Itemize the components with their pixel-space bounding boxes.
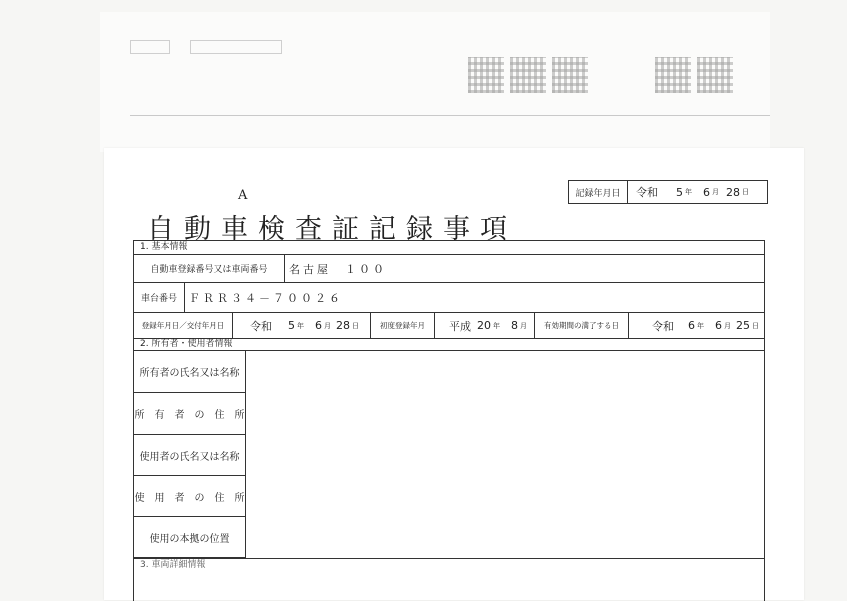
expiry-date-day: 25 <box>736 319 750 332</box>
month-unit: 月 <box>724 321 731 330</box>
first-registration-year: 20 <box>477 319 491 332</box>
section-basic-info: 1. 基本情報 <box>134 241 764 255</box>
day-unit: 日 <box>352 321 359 330</box>
chassis-number-value: ＦＲＲ３４－７００２６ <box>184 283 764 312</box>
record-date-box <box>568 180 768 204</box>
owner-user-fields <box>134 351 764 601</box>
expiry-date-value <box>628 313 764 338</box>
document-title: 自動車検査証記録事項 <box>147 214 517 245</box>
record-date-day: 28 <box>726 185 740 199</box>
qr-code-icon <box>655 57 691 93</box>
section-vehicle-details: 3. 車両詳細情報 <box>140 560 206 570</box>
year-unit: 年 <box>493 321 500 330</box>
record-date-value <box>628 181 767 203</box>
qr-code-icon <box>468 57 504 93</box>
month-unit: 月 <box>520 321 527 330</box>
record-date-era: 令和 <box>636 186 658 199</box>
day-unit: 日 <box>752 321 759 330</box>
user-name-label: 使用者の氏名又は名称 <box>134 435 246 476</box>
chassis-number-row <box>134 283 764 313</box>
record-date-label: 記録年月日 <box>569 181 628 203</box>
record-date-year: 5 <box>676 185 683 199</box>
owner-section-bottom-line <box>134 558 764 559</box>
registration-date-day: 28 <box>336 319 350 332</box>
month-unit: 月 <box>324 321 331 330</box>
qr-code-icon <box>510 57 546 93</box>
month-unit: 月 <box>712 188 719 196</box>
owner-address-label: 所 有 者 の 住 所 <box>134 393 246 435</box>
expiry-date-label: 有効期間の満了する日 <box>534 313 628 338</box>
first-registration-month: 8 <box>511 319 518 332</box>
registration-date-year: 5 <box>288 319 295 332</box>
faint-box <box>190 40 282 54</box>
document-mark: A <box>238 188 248 203</box>
dates-row <box>134 313 764 339</box>
user-address-label: 使 用 者 の 住 所 <box>134 476 246 517</box>
year-unit: 年 <box>297 321 304 330</box>
expiry-date-era: 令和 <box>652 319 674 333</box>
registration-number-label: 自動車登録番号又は車両番号 <box>150 265 268 275</box>
background-sheet <box>100 12 770 152</box>
registration-date-era: 令和 <box>250 319 272 333</box>
base-location-label: 使用の本拠の位置 <box>134 517 246 558</box>
year-unit: 年 <box>697 321 704 330</box>
record-date-month: 6 <box>703 185 710 199</box>
first-registration-label: 初度登録年月 <box>370 313 434 338</box>
year-unit: 年 <box>685 188 692 196</box>
record-form <box>133 240 765 601</box>
registration-date-value <box>232 313 370 338</box>
chassis-number-label: 車台番号 <box>140 294 177 304</box>
registration-date-label: 登録年月日／交付年月日 <box>141 321 225 330</box>
faint-box <box>130 40 170 54</box>
owner-name-label: 所有者の氏名又は名称 <box>134 351 246 393</box>
first-registration-era: 平成 <box>449 319 471 333</box>
qr-code-icon <box>552 57 588 93</box>
qr-code-icon <box>697 57 733 93</box>
expiry-date-year: 6 <box>688 319 695 332</box>
registration-number-row <box>134 255 764 283</box>
expiry-date-month: 6 <box>715 319 722 332</box>
registration-date-month: 6 <box>315 319 322 332</box>
first-registration-value <box>434 313 534 338</box>
section-owner-user-info: 2. 所有者・使用者情報 <box>134 339 764 351</box>
registration-number-value: 名古屋 １００ <box>284 255 584 282</box>
day-unit: 日 <box>742 188 749 196</box>
fold-line <box>130 115 770 116</box>
